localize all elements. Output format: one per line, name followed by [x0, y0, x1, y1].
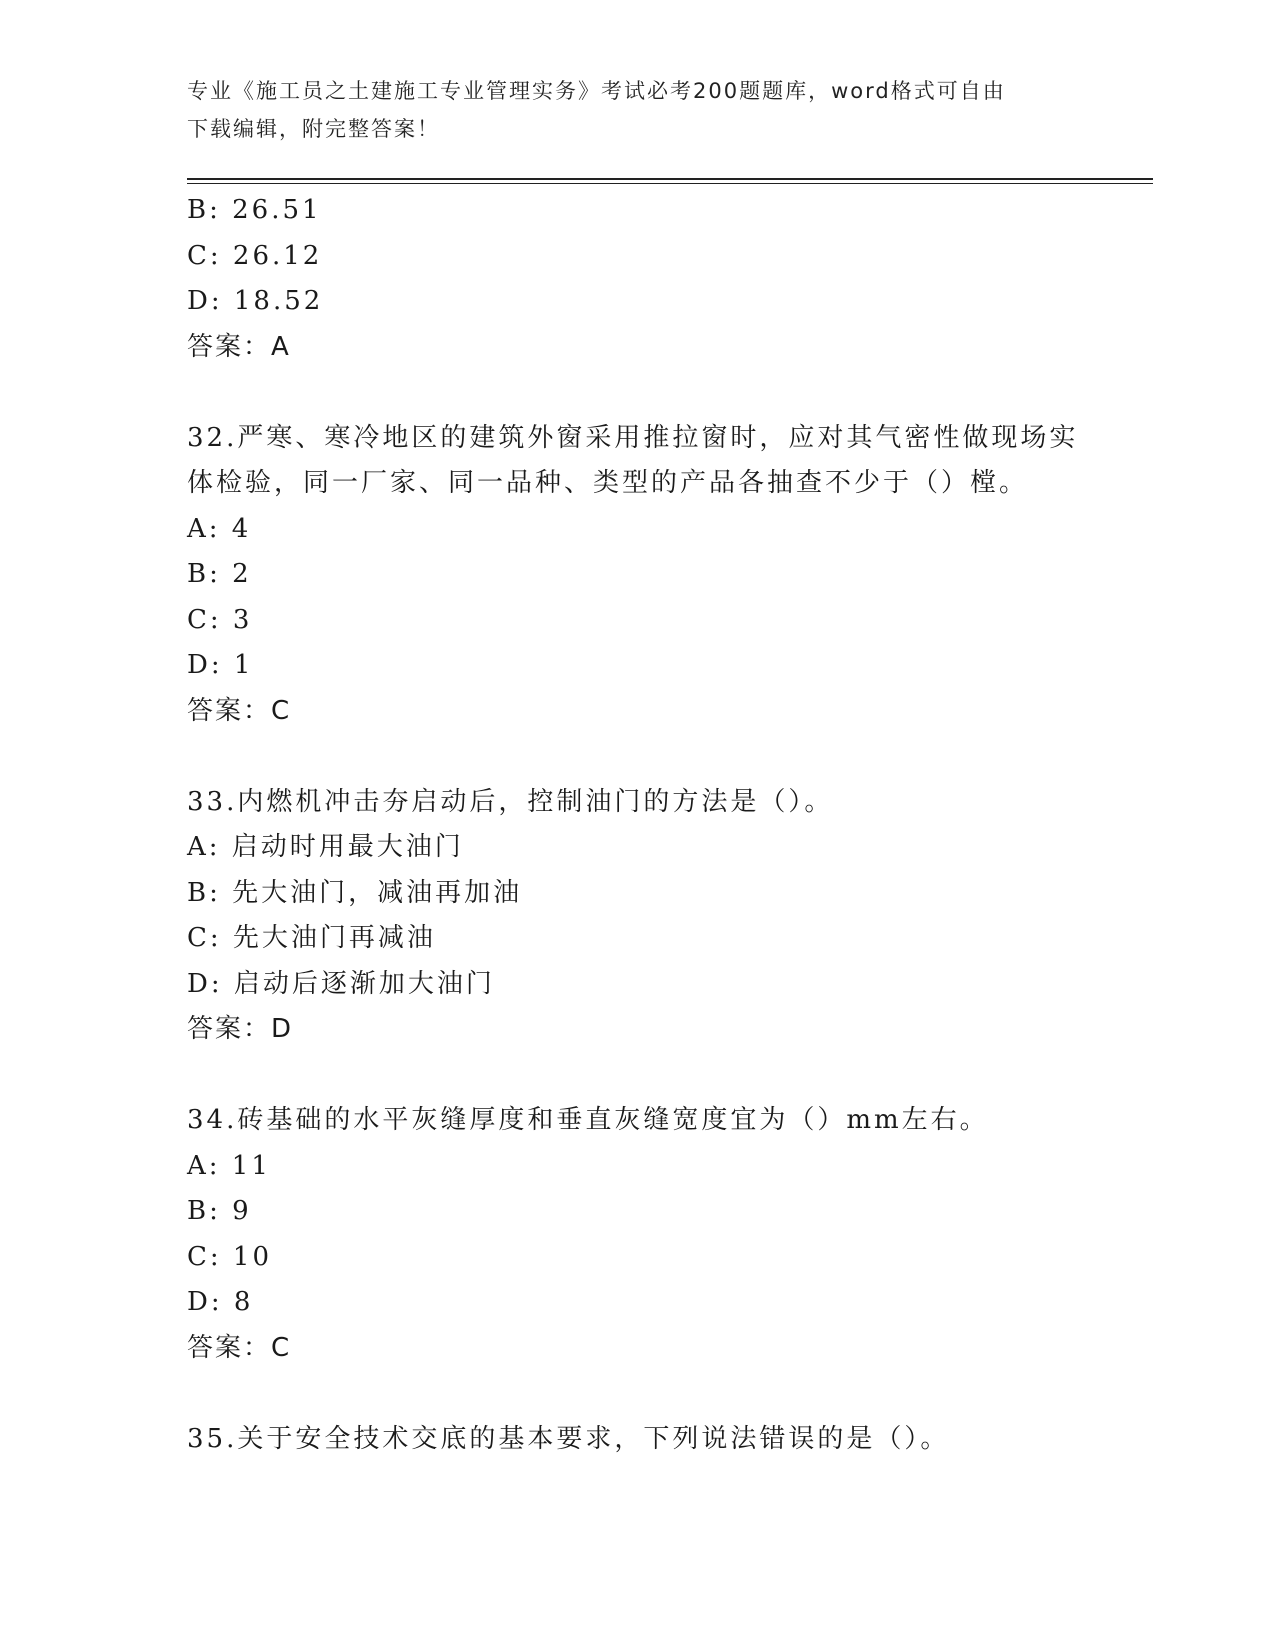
- option-c: C: 10: [187, 1241, 273, 1272]
- option-d: D: 18.52: [187, 286, 324, 316]
- header-rule-thick: [187, 178, 1153, 180]
- question-text-line-2: 体检验，同一厂家、同一品种、类型的产品各抽查不少于（）樘。: [187, 468, 1029, 498]
- question-text-line-1: 35.关于安全技术交底的基本要求，下列说法错误的是（）。: [187, 1423, 950, 1454]
- answer-label: 答案：C: [187, 695, 292, 726]
- question-35: [187, 1417, 1087, 1463]
- question-33: [187, 780, 1087, 1053]
- option-d: D: 启动后逐渐加大油门: [187, 968, 495, 999]
- option-a: A: 4: [187, 513, 252, 544]
- spacer: [187, 370, 1087, 416]
- header-rule-thin: [187, 183, 1153, 184]
- question-text-line-1: 32.严寒、寒冷地区的建筑外窗采用推拉窗时，应对其气密性做现场实: [187, 422, 1079, 453]
- question-text-line-1: 34.砖基础的水平灰缝厚度和垂直灰缝宽度宜为（）mm左右。: [187, 1105, 989, 1135]
- option-d: D: 8: [187, 1287, 254, 1317]
- answer-label: 答案：D: [187, 1014, 294, 1044]
- question-list: [187, 188, 1087, 1462]
- spacer: [187, 1053, 1087, 1099]
- question-text-line-1: 33.内燃机冲击夯启动后，控制油门的方法是（）。: [187, 786, 834, 817]
- answer-label: 答案：C: [187, 1332, 292, 1363]
- option-a: A: 11: [187, 1150, 271, 1181]
- question-32: [187, 416, 1087, 735]
- header-line-2: 下载编辑，附完整答案！: [187, 117, 440, 141]
- option-b: B: 2: [187, 559, 252, 589]
- option-c: C: 26.12: [187, 240, 323, 271]
- option-c: C: 3: [187, 604, 253, 635]
- option-c: C: 先大油门再减油: [187, 923, 436, 953]
- spacer: [187, 734, 1087, 780]
- option-b: B: 26.51: [187, 195, 322, 225]
- option-a: A: 启动时用最大油门: [187, 832, 464, 862]
- document-header: [187, 72, 1067, 148]
- question-31-tail: [187, 188, 1087, 370]
- option-d: D: 1: [187, 650, 254, 680]
- option-b: B: 先大油门，减油再加油: [187, 877, 523, 908]
- option-b: B: 9: [187, 1196, 252, 1226]
- question-34: [187, 1098, 1087, 1371]
- spacer: [187, 1371, 1087, 1417]
- header-line-1: 专业《施工员之土建施工专业管理实务》考试必考200题题库，word格式可自由: [187, 79, 1006, 103]
- answer-label: 答案：A: [187, 331, 291, 362]
